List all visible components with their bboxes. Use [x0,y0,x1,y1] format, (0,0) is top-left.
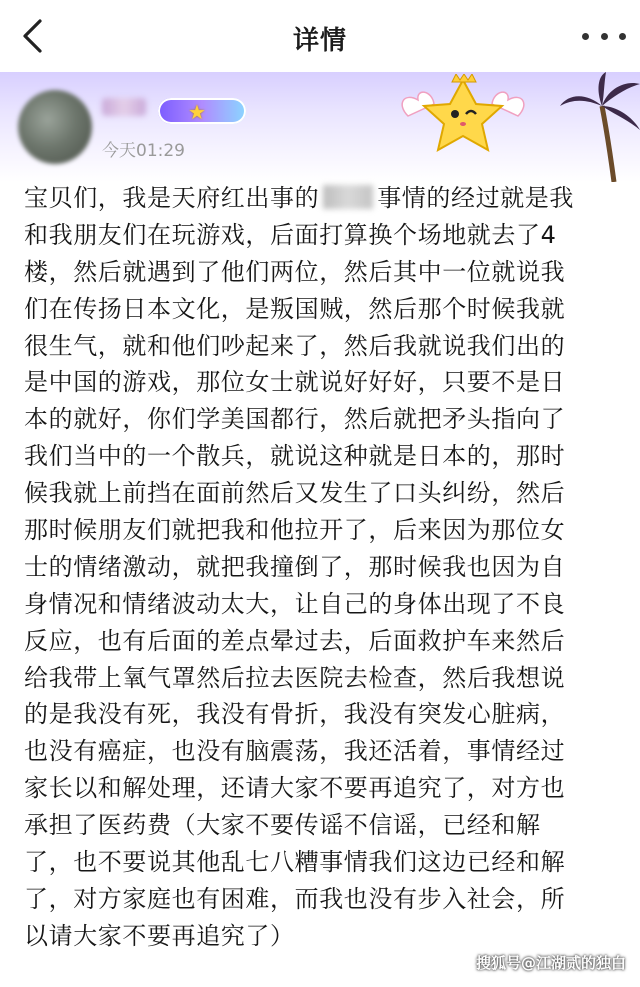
palm-tree-decoration [556,72,640,182]
top-navbar [0,0,640,72]
post-line: 们在传扬日本文化，是叛国贼，然后那个时候我就 [24,294,566,323]
post-line: 给我带上氧气罩然后拉去医院去检查，然后我想说 [24,663,566,692]
post-body [24,180,624,955]
post-line: 以请大家不要再追究了） [24,921,295,950]
post-line: 和我朋友们在玩游戏，后面打算换个场地就去了4 [24,220,557,249]
post-line: 很生气，就和他们吵起来了，然后我就说我们出的 [24,331,566,360]
more-dots-icon [582,33,589,40]
post-line: 家长以和解处理，还请大家不要再追究了，对方也 [24,774,566,803]
username-blurred[interactable] [102,98,146,116]
more-options-button[interactable] [582,22,626,50]
blurred-text [323,185,373,209]
post-line: 宝贝们，我是天府红出事的 事情的经过就是我 [24,184,575,212]
level-badge [158,98,246,124]
source-watermark: 搜狐号@江湖贰的独白 [475,954,626,972]
page-title: 详情 [292,26,347,56]
post-line: 了，对方家庭也有困难，而我也没有步入社会，所 [24,884,566,913]
post-line: 候我就上前挡在面前然后又发生了口头纠纷，然后 [24,479,566,508]
post-line: 了，也不要说其他乱七八糟事情我们这边已经和解 [24,848,566,877]
post-line: 士的情绪激动，就把我撞倒了，那时候我也因为自 [24,552,566,581]
post-line: 的是我没有死，我没有骨折，我没有突发心脏病， [24,700,566,729]
post-line: 反应，也有后面的差点晕过去，后面救护车来然后 [24,626,566,655]
mascot-decoration [398,74,528,154]
post-line: 是中国的游戏，那位女士就说好好好，只要不是日 [24,368,566,397]
post-line: 那时候朋友们就把我和他拉开了，后来因为那位女 [24,516,566,545]
post-line: 也没有癌症，也没有脑震荡，我还活着，事情经过 [24,737,566,766]
post-line: 我们当中的一个散兵，就说这种就是日本的，那时 [24,442,566,471]
post-line: 本的就好，你们学美国都行，然后就把矛头指向了 [24,405,566,434]
profile-banner [0,72,640,182]
post-line: 楼，然后就遇到了他们两位，然后其中一位就说我 [24,257,566,286]
avatar[interactable] [18,90,92,164]
post-line: 承担了医药费（大家不要传谣不信谣，已经和解 [24,811,541,840]
post-timestamp: 今天01:29 [102,141,185,161]
post-line: 身情况和情绪波动太大，让自己的身体出现了不良 [24,589,566,618]
star-icon: ★ [188,100,206,124]
